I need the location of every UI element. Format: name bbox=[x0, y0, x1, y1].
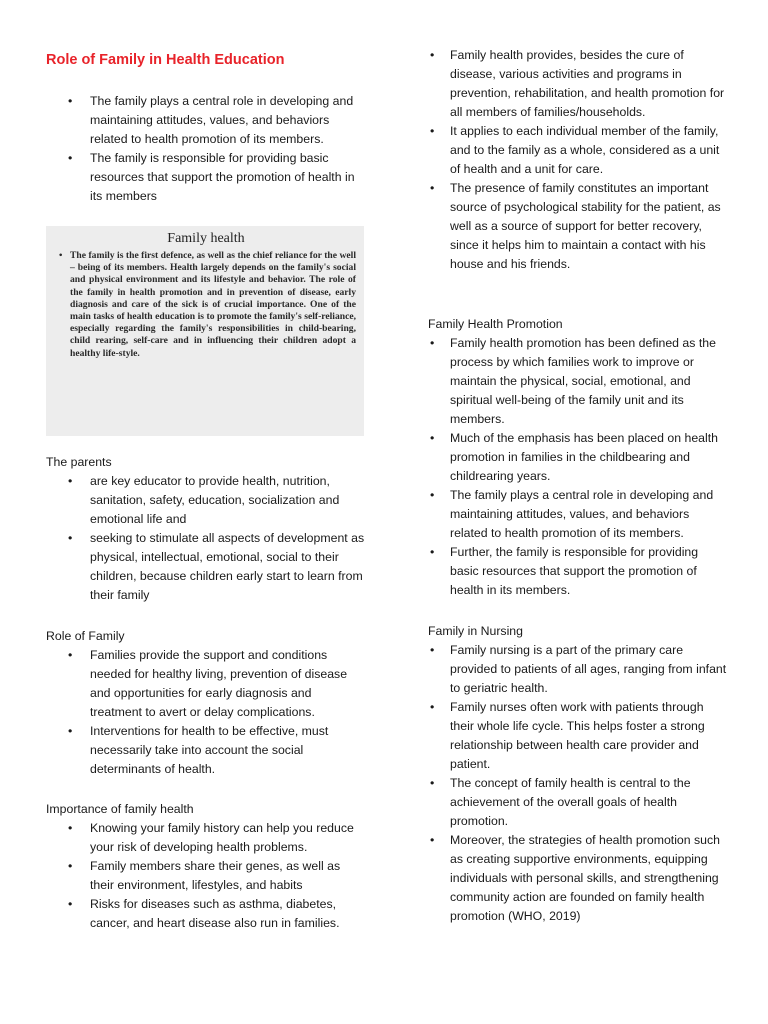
parents-section bbox=[46, 453, 366, 605]
list-item: • Interventions for health to be effective, must necessarily take into account the social determinants of health. bbox=[46, 722, 366, 779]
list-item: • The family is responsible for providing basic resources that support the promotion of health in its members bbox=[46, 149, 366, 206]
list-item: • Family health provides, besides the cure of disease, various activities and programs in prevention, rehabilitation, and health promotion for all members of families/households. bbox=[428, 46, 728, 122]
list-item: • The concept of family health is central to the achievement of the overall goals of health promotion. bbox=[428, 774, 728, 831]
list-item: • Moreover, the strategies of health promotion such as creating supportive environments, equipping individuals with personal skills, and strengthening community action are founded on family health promotion (WHO, 2019) bbox=[428, 831, 728, 926]
section-heading: Family in Nursing bbox=[428, 624, 523, 638]
section-heading: The parents bbox=[46, 455, 112, 469]
nursing-section bbox=[428, 622, 728, 926]
list-item: • Much of the emphasis has been placed on health promotion in families in the childbearing and childrearing years. bbox=[428, 429, 728, 486]
importance-section bbox=[46, 800, 366, 933]
list-item: • are key educator to provide health, nutrition, sanitation, safety, education, socialization and emotional life and bbox=[46, 472, 366, 529]
section-heading: Importance of family health bbox=[46, 802, 194, 816]
scan-body bbox=[56, 250, 356, 360]
scan-title: Family health bbox=[167, 231, 245, 246]
list-item: • The presence of family constitutes an important source of psychological stability for the patient, as well as a source of support for better recovery, since it helps him to maintain a contact with his house and his friends. bbox=[428, 179, 728, 274]
family-health-scanned-image bbox=[46, 226, 364, 436]
section-heading: Role of Family bbox=[46, 629, 125, 643]
importance-list bbox=[46, 819, 366, 933]
promotion-list bbox=[428, 334, 728, 600]
list-item: • Risks for diseases such as asthma, diabetes, cancer, and heart disease also run in families. bbox=[46, 895, 366, 933]
list-item: • seeking to stimulate all aspects of development as physical, intellectual, emotional, social to their children, because children early start to learn from their family bbox=[46, 529, 366, 605]
role-list bbox=[46, 646, 366, 779]
section-heading: Family Health Promotion bbox=[428, 317, 563, 331]
intro-list bbox=[46, 92, 366, 206]
list-item: • Family nurses often work with patients through their whole life cycle. This helps foster a strong relationship between health care provider and patient. bbox=[428, 698, 728, 774]
nursing-list bbox=[428, 641, 728, 926]
right-intro-list bbox=[428, 46, 728, 274]
list-item: • Knowing your family history can help you reduce your risk of developing health problems. bbox=[46, 819, 366, 857]
parents-list bbox=[46, 472, 366, 605]
right-intro-section bbox=[428, 46, 728, 274]
list-item: • Family members share their genes, as well as their environment, lifestyles, and habits bbox=[46, 857, 366, 895]
list-item: • Further, the family is responsible for providing basic resources that support the promotion of health in its members. bbox=[428, 543, 728, 600]
bullet-icon: • bbox=[59, 250, 63, 261]
list-item: • Family health promotion has been defined as the process by which families work to improve or maintain the physical, social, emotional, and spiritual well-being of the family unit and its members. bbox=[428, 334, 728, 429]
list-item: • Family nursing is a part of the primary care provided to patients of all ages, ranging from infant to geriatric health. bbox=[428, 641, 728, 698]
list-item: • The family plays a central role in developing and maintaining attitudes, values, and behaviors related to health promotion of its members. bbox=[46, 92, 366, 149]
list-item: • Families provide the support and conditions needed for healthy living, prevention of disease and opportunities for early diagnosis and treatment to avert or delay complications. bbox=[46, 646, 366, 722]
scan-body-text: The family is the first defence, as well as the chief reliance for the well – being of its members. Health largely depends on the family's social and physical environment and its lifestyle and behavior. The role of the family in health promotion and in prevention of disease, early diagnosis and care of the sick is of crucial importance. One of the main tasks of health education is to promote the family's self-reliance, especially regarding the family's responsibilities in child-bearing, child rearing, self-care and in influencing their children adopt a healthy life-style. bbox=[70, 250, 356, 359]
intro-section bbox=[46, 92, 366, 206]
role-section bbox=[46, 627, 366, 779]
promotion-section bbox=[428, 315, 728, 600]
list-item: • It applies to each individual member of the family, and to the family as a whole, considered as a unit of health and a unit for care. bbox=[428, 122, 728, 179]
list-item: • The family plays a central role in developing and maintaining attitudes, values, and behaviors related to health promotion of its members. bbox=[428, 486, 728, 543]
page-title: Role of Family in Health Education bbox=[46, 52, 285, 68]
